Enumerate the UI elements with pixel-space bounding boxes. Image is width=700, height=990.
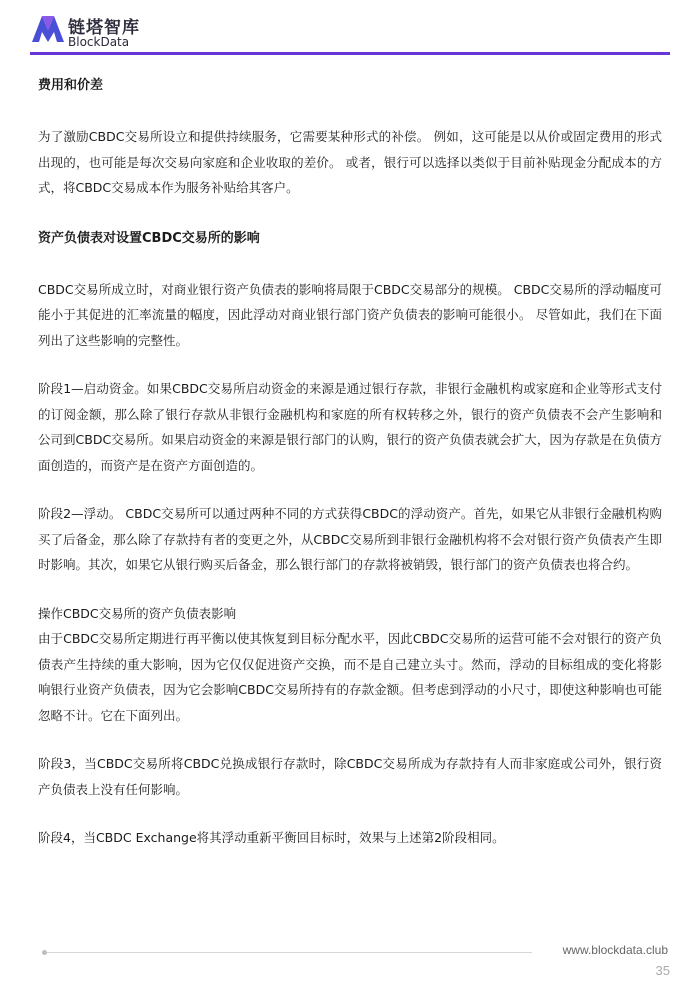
page-header bbox=[0, 0, 700, 62]
paragraph: 阶段3，当CBDC交易所将CBDC兑换成银行存款时，除CBDC交易所成为存款持有人而非家庭或公司外，银行资产负债表上没有任何影响。 bbox=[38, 756, 662, 797]
paragraph: 为了激励CBDC交易所设立和提供持续服务，它需要某种形式的补偿。 例如，这可能是以从价或固定费用的形式出现的，也可能是每次交易向家庭和企业收取的差价。 或者，银行可以选择以类似于目前补贴现金分配成本的方式，将CBDC交易成本作为服务补贴给其客户。 bbox=[38, 129, 662, 195]
footer-divider bbox=[42, 952, 532, 953]
footer-dot bbox=[42, 950, 47, 955]
header-divider bbox=[30, 52, 670, 55]
section-heading: 资产负债表对设置CBDC交易所的影响 bbox=[38, 230, 260, 246]
blockdata-logo-icon bbox=[30, 14, 66, 44]
paragraph: 阶段1—启动资金。如果CBDC交易所启动资金的来源是通过银行存款，非银行金融机构或家庭和企业等形式支付的订阅金额，那么除了银行存款从非银行金融机构和家庭的所有权转移之外，银行的资产负债表不会产生影响和公司到CBDC交易所。如果启动资金的来源是银行部门的认购，银行的资产负债表就会扩大，因为存款是在负债方面创造的，而资产是在资产方面创造的。 bbox=[38, 381, 662, 473]
footer-url[interactable]: www.blockdata.club bbox=[562, 943, 668, 957]
paragraph: 由于CBDC交易所定期进行再平衡以使其恢复到目标分配水平，因此CBDC交易所的运营可能不会对银行的资产负债表产生持续的重大影响，因为它仅仅促进资产交换，而不是自己建立头寸。然而，浮动的目标组成的变化将影响银行业资产负债表，因为它会影响CBDC交易所持有的存款金额。但考虑到浮动的小尺寸，即使这种影响也可能忽略不计。它在下面列出。 bbox=[38, 631, 662, 723]
page-number: 35 bbox=[655, 963, 670, 978]
section-heading: 费用和价差 bbox=[38, 78, 104, 93]
document-body bbox=[38, 73, 662, 851]
brand-name-cn: 链塔智库 bbox=[68, 18, 140, 38]
paragraph: CBDC交易所成立时，对商业银行资产负债表的影响将局限于CBDC交易部分的规模。 CBDC交易所的浮动幅度可能小于其促进的汇率流量的幅度，因此浮动对商业银行部门资产负债表的影响可能很小。 尽管如此，我们在下面列出了这些影响的完整性。 bbox=[38, 281, 662, 348]
subheading: 操作CBDC交易所的资产负债表影响 bbox=[38, 605, 237, 621]
paragraph: 阶段2—浮动。 CBDC交易所可以通过两种不同的方式获得CBDC的浮动资产。首先，如果它从非银行金融机构购买了后备金，那么除了存款持有者的变更之外，从CBDC交易所到非银行金融机构将不会对银行资产负债表产生即时影响。其次，如果它从银行购买后备金，那么银行部门的存款将被销毁，银行部门的资产负债表也将合约。 bbox=[38, 506, 662, 572]
paragraph: 阶段4，当CBDC Exchange将其浮动重新平衡回目标时，效果与上述第2阶段相同。 bbox=[38, 830, 505, 845]
brand-name-en: BlockData bbox=[68, 35, 130, 49]
